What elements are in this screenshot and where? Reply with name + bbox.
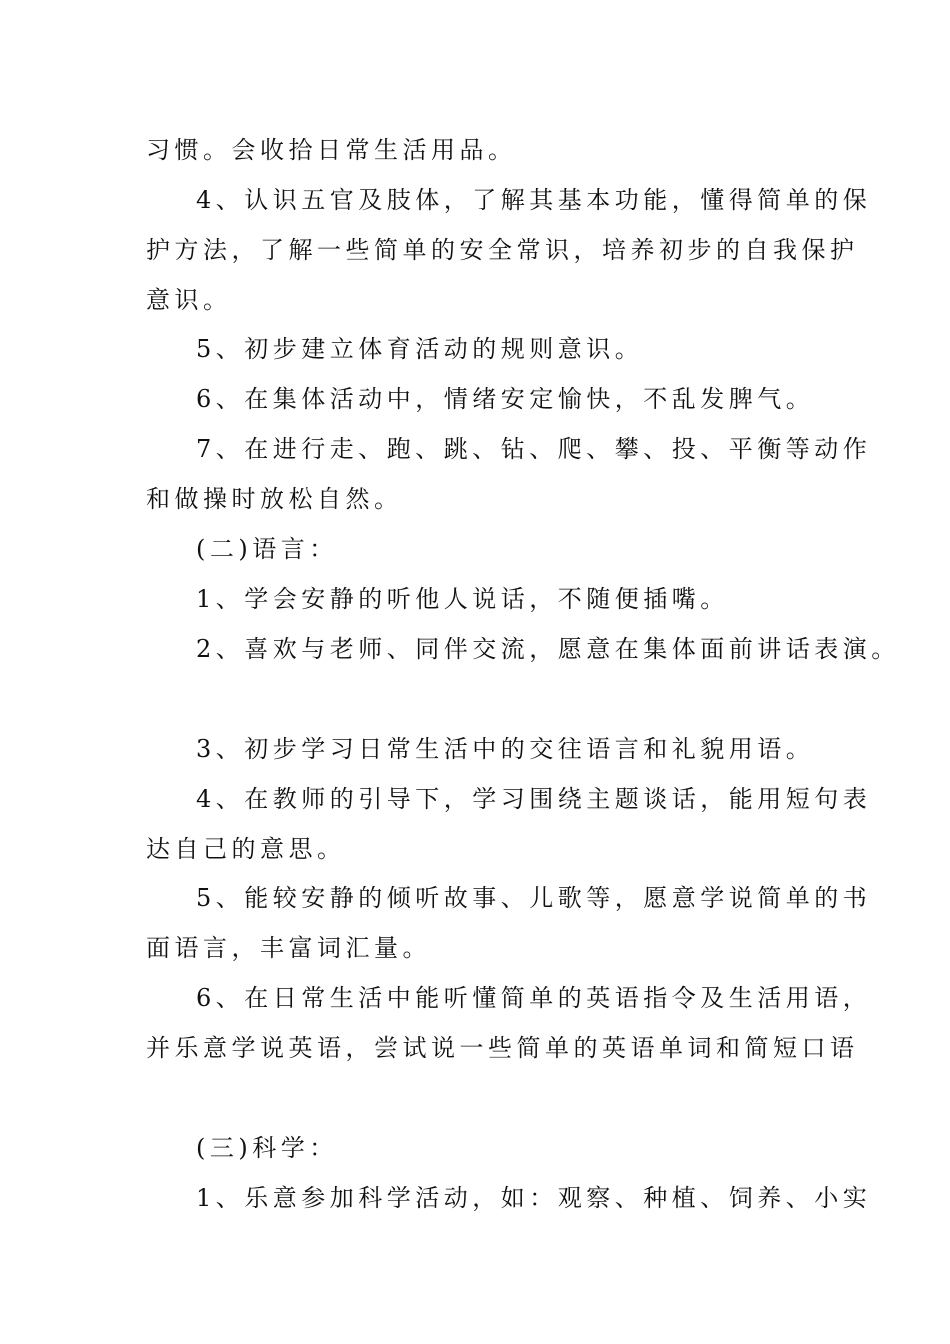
- text-line: 2、喜欢与老师、同伴交流，愿意在集体面前讲话表演。: [196, 635, 900, 663]
- section-heading: (三)科学：: [196, 1134, 338, 1162]
- text-line: 5、能较安静的倾听故事、儿歌等，愿意学说简单的书: [196, 884, 872, 912]
- text-line: 5、初步建立体育活动的规则意识。: [196, 335, 644, 363]
- text-line: 4、认识五官及肢体，了解其基本功能，懂得简单的保: [196, 186, 872, 214]
- text-line: 3、初步学习日常生活中的交往语言和礼貌用语。: [196, 735, 815, 763]
- text-line: 6、在集体活动中，情绪安定愉快，不乱发脾气。: [196, 385, 815, 413]
- text-line: 6、在日常生活中能听懂简单的英语指令及生活用语，: [196, 984, 872, 1012]
- text-line: 4、在教师的引导下，学习围绕主题谈话，能用短句表: [196, 785, 872, 813]
- text-line: 7、在进行走、跑、跳、钻、爬、攀、投、平衡等动作: [196, 435, 872, 463]
- text-line: 护方法，了解一些简单的安全常识，培养初步的自我保护: [146, 236, 859, 264]
- text-line: 意识。: [146, 286, 232, 314]
- text-line: 面语言，丰富词汇量。: [146, 934, 431, 962]
- text-line: 习惯。会收拾日常生活用品。: [146, 136, 517, 164]
- text-line: 和做操时放松自然。: [146, 485, 403, 513]
- section-heading: (二)语言：: [196, 535, 338, 563]
- text-line: 达自己的意思。: [146, 835, 346, 863]
- text-line: 1、乐意参加科学活动，如：观察、种植、饲养、小实: [196, 1184, 872, 1212]
- text-line: 1、学会安静的听他人说话，不随便插嘴。: [196, 585, 729, 613]
- text-line: 并乐意学说英语，尝试说一些简单的英语单词和简短口语: [146, 1034, 859, 1062]
